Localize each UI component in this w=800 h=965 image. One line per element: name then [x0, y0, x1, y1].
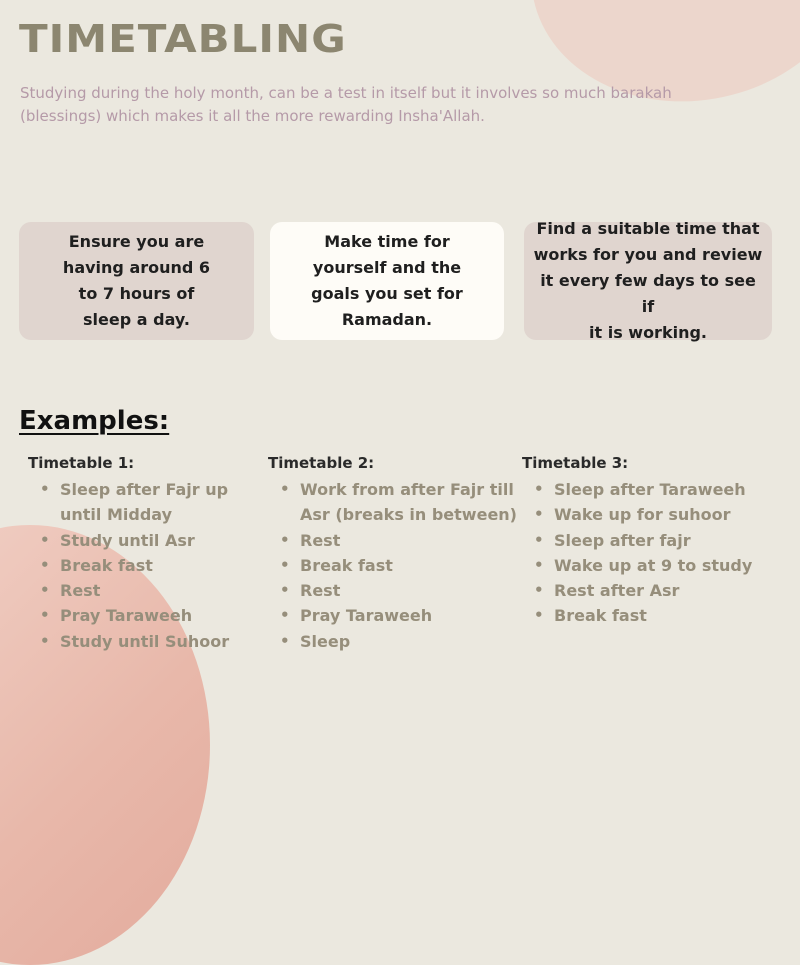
tip-card-goals — [270, 222, 504, 340]
page-title: TIMETABLING — [19, 16, 347, 62]
timetable-list — [268, 477, 518, 654]
list-item: • Sleep after Fajr up until Midday — [28, 477, 263, 528]
tip-text: Make time for yourself and the goals you set for Ramadan. — [311, 232, 463, 329]
tip-card-sleep — [19, 222, 254, 340]
list-item: • Rest — [28, 578, 263, 603]
timetable-title: Timetable 2: — [268, 454, 375, 472]
tip-card-review — [524, 219, 772, 342]
tip-text: Ensure you are having around 6 to 7 hours of sleep a day. — [62, 232, 211, 329]
examples-heading: Examples: — [19, 406, 170, 436]
list-item: • Study until Suhoor — [28, 629, 263, 654]
list-item: • Pray Taraweeh — [268, 603, 518, 628]
list-item: • Rest — [268, 528, 518, 553]
list-item: • Break fast — [522, 603, 782, 628]
list-item: • Rest after Asr — [522, 578, 782, 603]
timetable-1 — [28, 454, 263, 654]
list-item: • Wake up for suhoor — [522, 502, 782, 527]
list-item: • Study until Asr — [28, 528, 263, 553]
intro-text: Studying during the holy month, can be a test in itself but it involves so much barakah (blessings) which makes it all the more rewarding Insha'Allah. — [20, 84, 672, 125]
timetable-title: Timetable 3: — [522, 454, 629, 472]
timetable-list — [28, 477, 263, 654]
list-item: • Work from after Fajr till Asr (breaks in between) — [268, 477, 518, 528]
timetable-2 — [268, 454, 518, 654]
list-item: • Break fast — [268, 553, 518, 578]
list-item: • Sleep after fajr — [522, 528, 782, 553]
timetable-title: Timetable 1: — [28, 454, 135, 472]
tip-text: Find a suitable time that works for you and review it every few days to see if it is working. — [533, 219, 763, 342]
list-item: • Wake up at 9 to study — [522, 553, 782, 578]
list-item: • Break fast — [28, 553, 263, 578]
list-item: • Pray Taraweeh — [28, 603, 263, 628]
timetable-3 — [522, 454, 782, 629]
list-item: • Rest — [268, 578, 518, 603]
list-item: • Sleep — [268, 629, 518, 654]
list-item: • Sleep after Taraweeh — [522, 477, 782, 502]
timetable-list — [522, 477, 782, 629]
